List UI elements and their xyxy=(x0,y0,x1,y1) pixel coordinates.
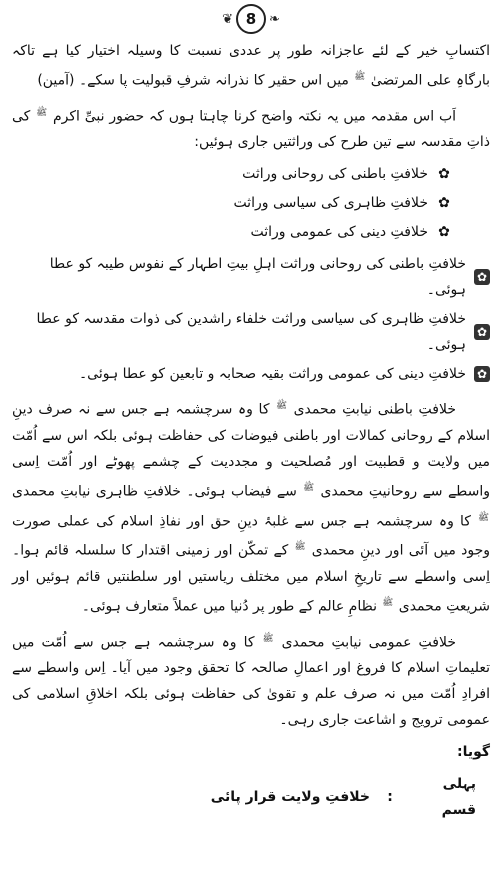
flower-bullet-icon: ✿ xyxy=(438,195,450,212)
salutation-mark: ﷺ xyxy=(276,401,287,412)
salutation-mark: ﷺ xyxy=(294,542,306,553)
flower-bullet-icon: ✿ xyxy=(438,224,450,241)
goya-heading: گویا: xyxy=(456,744,490,761)
category-separator: : xyxy=(387,789,393,806)
para2-text-1: اَب اس مقدمہ میں یہ نکتہ واضح کرنا چاہتا ہوں کہ حضور نبیِّ اکرم xyxy=(52,108,457,125)
page-header xyxy=(0,2,502,36)
inheritance-list xyxy=(12,161,490,245)
para4-text-1: خلافتِ عمومی نیابتِ محمدی xyxy=(281,634,456,651)
left-flourish-icon: ❦ xyxy=(222,11,233,27)
salutation-mark: ﷺ xyxy=(382,597,394,608)
salutation-mark: ﷺ xyxy=(262,633,274,644)
category-label: پہلی قسم xyxy=(441,776,476,819)
list-item xyxy=(12,251,490,303)
list-item xyxy=(12,190,490,216)
para4-text-2: کا وہ سرچشمہ ہے جس سے اُمّت میں تعلیماتِ اسلام کا فروغ اور اعمالِ صالحہ کا تحقق وجود میں آیا۔ اِس واسطے سے افرادِ اُمّت میں نہ صرف علم و تقویٰ کی حفاظت ہوئی بلکہ اخلاقِ اسلامی کی عمومی ترویج و اشاعت جاری رہی۔ xyxy=(12,634,490,729)
list-item-text: خلافتِ دینی کی عمومی وراثت بقیہ صحابہ و تابعین کو عطا ہوئی۔ xyxy=(78,366,466,383)
salutation-mark: ﷺ xyxy=(478,512,489,523)
inheritance-recipients-list xyxy=(12,251,490,387)
first-category-line xyxy=(12,771,490,823)
intro-paragraph xyxy=(12,38,490,94)
para3-text-6: نظامِ عالم کے طور پر دُنیا میں عملاً متعارف ہوئی۔ xyxy=(81,598,377,615)
list-item xyxy=(12,361,490,387)
list-item-text: خلافتِ ظاہری کی سیاسی وراثت خلفاء راشدین کی ذوات مقدسہ کو عطا ہوئی۔ xyxy=(36,311,466,354)
page-number-ornament xyxy=(222,4,280,34)
list-item-text: خلافتِ ظاہری کی سیاسی وراثت xyxy=(233,195,428,212)
umumi-paragraph xyxy=(12,626,490,734)
boxed-flower-bullet-icon: ✿ xyxy=(474,269,490,285)
list-item xyxy=(12,219,490,245)
para3-text-5: کے تمکّن اور زمینی اقتدار کا سلسلہ قائم ہوا۔ اِسی واسطے سے تاریخِ اسلام میں مختلف ریاستیں اور سلطنتیں قائم ہوئیں اور شریعتِ محمدی xyxy=(12,542,490,615)
para3-text-4: کا وہ سرچشمہ ہے جس سے غلبۂ دینِ حق اور نفاذِ اسلام کی عملی صورت وجود میں آئی اور دینِ محمدی xyxy=(12,513,490,559)
para3-text-3: سے فیضاب ہوئی۔ خلافتِ ظاہری نیابتِ محمدی xyxy=(12,483,297,500)
list-item-text: خلافتِ باطنی کی روحانی وراثت اہلِ بیتِ اطہار کے نفوس طیبہ کو عطا ہوئی۔ xyxy=(49,256,466,299)
page-number: 8 xyxy=(245,10,257,28)
list-item xyxy=(12,161,490,187)
intro-line-2: میں اس حقیر کا نذرانہ شرفِ قبولیت پا سکے۔ (آمین) xyxy=(37,72,349,89)
para3-text-1: خلافتِ باطنی نیابتِ محمدی xyxy=(293,401,457,418)
salutation-mark: ﷺ xyxy=(354,72,366,82)
list-item-text: خلافتِ دینی کی عمومی وراثت xyxy=(250,224,428,241)
list-item xyxy=(12,306,490,358)
right-flourish-icon: ❧ xyxy=(269,11,280,27)
page-body xyxy=(12,38,490,823)
flower-bullet-icon: ✿ xyxy=(438,166,450,183)
boxed-flower-bullet-icon: ✿ xyxy=(474,366,490,382)
inheritance-intro-paragraph xyxy=(12,100,490,156)
para2-text-2: کی ذاتِ مقدسہ سے تین طرح کی وراثتیں جاری ہوئیں: xyxy=(12,108,490,151)
category-value: خلافتِ ولایت قرار پائی xyxy=(210,789,370,806)
boxed-flower-bullet-icon: ✿ xyxy=(474,324,490,340)
intro-line-1: اکتسابِ خیر کے لئے عاجزانہ طور پر عددی نسبت کا وسیلہ اختیار کیا ہے تاکہ بارگاہِ علی المرتضیٰ xyxy=(12,43,490,89)
list-item-text: خلافتِ باطنی کی روحانی وراثت xyxy=(242,166,428,183)
salutation-mark: ﷺ xyxy=(36,107,48,118)
batini-zahiri-paragraph xyxy=(12,393,490,619)
page-number-badge xyxy=(236,4,266,34)
para3-text-2: کا وہ سرچشمہ ہے جس سے نہ صرف دینِ اسلام کے روحانی کمالات اور باطنی فیوضات کی حفاظت ہوئی بلکہ اس سے اُمّت میں ولایت و قطبیت اور مُصلحیت و مجددیت کے چشمے پھوٹے اور اُمّت اِسی واسطے سے روحانیتِ محمدی xyxy=(12,401,491,500)
salutation-mark: ﷺ xyxy=(303,482,315,493)
